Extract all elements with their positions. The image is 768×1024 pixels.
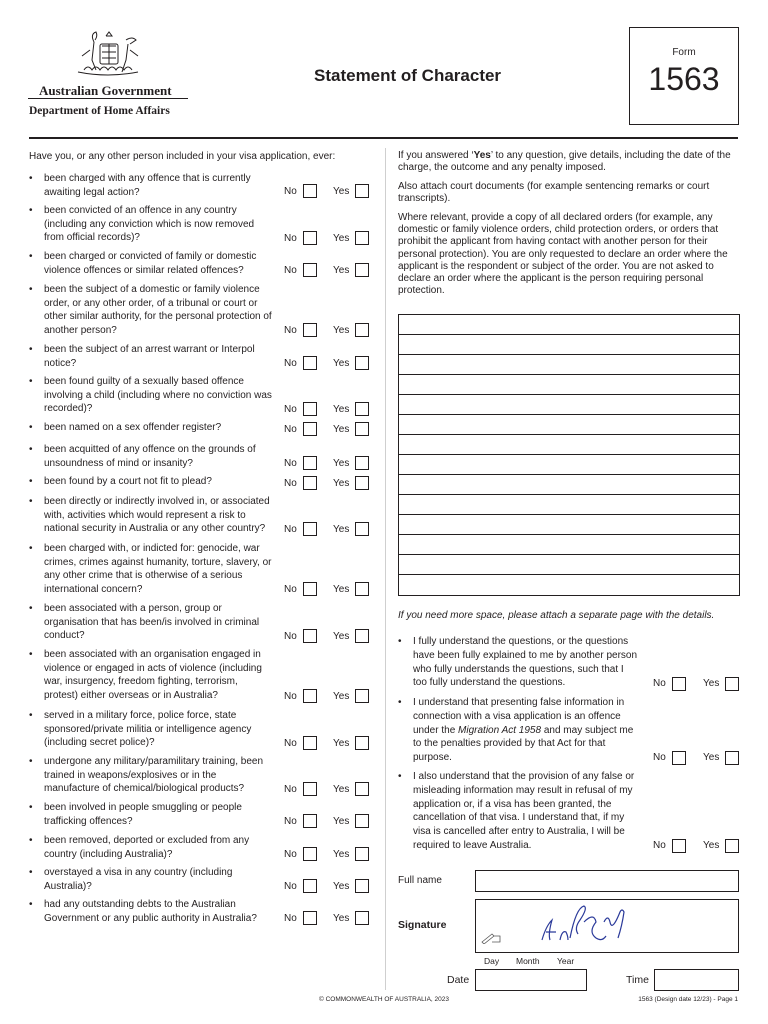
yes-label: Yes: [333, 524, 350, 535]
answer-line[interactable]: [399, 395, 739, 415]
month-label: Month: [516, 956, 540, 966]
yes-emphasis: Yes: [473, 150, 491, 161]
signature-field[interactable]: [475, 899, 739, 953]
yes-label: Yes: [333, 784, 350, 795]
bullet: •: [398, 636, 402, 647]
yes-checkbox[interactable]: [355, 356, 369, 370]
page-title: Statement of Character: [314, 66, 502, 85]
bullet: •: [29, 802, 33, 813]
yes-label: Yes: [333, 691, 350, 702]
yes-label: Yes: [703, 840, 720, 851]
no-label: No: [284, 424, 297, 435]
question-text: been directly or indirectly involved in, or associated with, activities which would represent a risk to national security in Australia or any other country?: [44, 496, 270, 534]
time-label: Time: [626, 974, 649, 986]
no-label: No: [284, 738, 297, 749]
no-checkbox[interactable]: [303, 782, 317, 796]
question-text: been charged with any offence that is currently awaiting legal action?: [44, 173, 251, 198]
no-checkbox[interactable]: [303, 847, 317, 861]
full-name-field[interactable]: [475, 870, 739, 892]
bullet: •: [29, 603, 33, 614]
question-text: been charged with, or indicted for: genocide, war crimes, crimes against humanity, torture, slavery, or any other crime that is otherwise of a serious international concern?: [44, 543, 272, 595]
question-text: been removed, deported or excluded from any country (including Australia)?: [44, 835, 250, 860]
question-text: been associated with a person, group or organisation that has been/is involved in criminal conduct?: [44, 603, 260, 641]
yes-label: Yes: [333, 424, 350, 435]
yes-checkbox[interactable]: [355, 629, 369, 643]
act-name: Migration Act 1958: [458, 724, 542, 736]
no-label: No: [284, 478, 297, 489]
no-checkbox[interactable]: [303, 476, 317, 490]
government-name: Australian Government: [39, 83, 172, 98]
answer-line[interactable]: [399, 435, 739, 455]
answer-line[interactable]: [399, 375, 739, 395]
no-checkbox[interactable]: [303, 184, 317, 198]
year-label: Year: [557, 956, 575, 966]
bullet: •: [29, 899, 33, 910]
form-number-box: [629, 27, 739, 125]
no-checkbox[interactable]: [672, 839, 686, 853]
no-checkbox[interactable]: [672, 751, 686, 765]
no-label: No: [284, 265, 297, 276]
no-checkbox[interactable]: [303, 736, 317, 750]
no-checkbox[interactable]: [303, 231, 317, 245]
yes-checkbox[interactable]: [355, 231, 369, 245]
question-text: served in a military force, police force, state sponsored/private militia or intelligence agency (including secret police)?: [44, 710, 252, 748]
answer-line[interactable]: [399, 535, 739, 555]
yes-label: Yes: [333, 358, 350, 369]
no-label: No: [284, 913, 297, 924]
more-space-note: If you need more space, please attach a separate page with the details.: [398, 610, 715, 621]
no-checkbox[interactable]: [303, 323, 317, 337]
bullet: •: [29, 205, 33, 216]
yes-checkbox[interactable]: [355, 782, 369, 796]
no-label: No: [284, 186, 297, 197]
yes-label: Yes: [703, 752, 720, 763]
question-text: undergone any military/paramilitary training, been trained in weapons/explosives or in the manufacture of chemical/biological products?: [44, 756, 264, 794]
yes-checkbox[interactable]: [725, 751, 739, 765]
questions-intro: Have you, or any other person included in your visa application, ever:: [29, 151, 336, 162]
no-label: No: [284, 584, 297, 595]
yes-checkbox[interactable]: [355, 736, 369, 750]
no-label: No: [284, 233, 297, 244]
no-label: No: [284, 881, 297, 892]
yes-label: Yes: [333, 816, 350, 827]
bullet: •: [29, 476, 33, 487]
answer-line[interactable]: [399, 515, 739, 535]
declaration-text: I fully understand the questions, or the questions have been fully explained to me by another person who fully understands the questions, such that I too fully understand the questions.: [413, 636, 638, 689]
date-field[interactable]: [475, 969, 587, 991]
no-label: No: [284, 849, 297, 860]
no-checkbox[interactable]: [303, 422, 317, 436]
bullet: •: [29, 251, 33, 262]
question-text: been convicted of an offence in any country (including any conviction which is now removed from official records)?: [44, 205, 255, 243]
yes-checkbox[interactable]: [355, 814, 369, 828]
signature-label: Signature: [398, 919, 447, 931]
yes-label: Yes: [703, 678, 720, 689]
yes-label: Yes: [333, 186, 350, 197]
department-name: Department of Home Affairs: [29, 105, 170, 117]
no-checkbox[interactable]: [303, 879, 317, 893]
yes-checkbox[interactable]: [355, 402, 369, 416]
yes-checkbox[interactable]: [355, 879, 369, 893]
handwritten-signature: [476, 900, 738, 952]
form-number: 1563: [648, 61, 720, 97]
date-label: Date: [447, 974, 470, 986]
yes-label: Yes: [333, 233, 350, 244]
yes-checkbox[interactable]: [355, 522, 369, 536]
no-label: No: [653, 752, 666, 763]
form-label: Form: [672, 47, 696, 58]
details-text: If you answered ‘: [398, 150, 474, 161]
bullet: •: [29, 710, 33, 721]
question-text: had any outstanding debts to the Australian Government or any public authority in Australia?: [44, 899, 257, 924]
yes-label: Yes: [333, 404, 350, 415]
yes-label: Yes: [333, 478, 350, 489]
bullet: •: [29, 173, 33, 184]
bullet: •: [29, 543, 33, 554]
bullet: •: [29, 344, 33, 355]
yes-label: Yes: [333, 849, 350, 860]
no-label: No: [284, 325, 297, 336]
yes-label: Yes: [333, 265, 350, 276]
yes-label: Yes: [333, 325, 350, 336]
no-checkbox[interactable]: [672, 677, 686, 691]
answer-line[interactable]: [399, 475, 739, 495]
question-text: been found by a court not fit to plead?: [44, 476, 212, 487]
no-checkbox[interactable]: [303, 522, 317, 536]
bullet: •: [29, 284, 33, 295]
yes-checkbox[interactable]: [355, 184, 369, 198]
bullet: •: [29, 376, 33, 387]
question-text: overstayed a visa in any country (including Australia)?: [44, 867, 233, 892]
declaration-text: I also understand that the provision of any false or misleading information may result in refusal of my application or, if a visa has been granted, the cancellation of that visa. I understand that, if my visa is cancelled after entry to Australia, I will be required to leave Australia.: [413, 771, 635, 851]
bullet: •: [398, 771, 402, 782]
no-checkbox[interactable]: [303, 402, 317, 416]
details-instruction: [398, 150, 733, 174]
answer-line[interactable]: [399, 415, 739, 435]
answer-line[interactable]: [399, 335, 739, 355]
coat-of-arms-icon: [68, 30, 148, 80]
no-checkbox[interactable]: [303, 356, 317, 370]
no-label: No: [284, 631, 297, 642]
yes-label: Yes: [333, 631, 350, 642]
bullet: •: [29, 649, 33, 660]
yes-checkbox[interactable]: [355, 911, 369, 925]
full-name-label: Full name: [398, 875, 442, 886]
yes-checkbox[interactable]: [355, 476, 369, 490]
question-text: been charged or convicted of family or domestic violence offences or similar related offences?: [44, 251, 257, 276]
yes-checkbox[interactable]: [355, 263, 369, 277]
yes-checkbox[interactable]: [355, 323, 369, 337]
question-text: been the subject of an arrest warrant or Interpol notice?: [44, 344, 255, 369]
answer-line[interactable]: [399, 315, 739, 335]
question-text: been involved in people smuggling or people trafficking offences?: [44, 802, 242, 827]
declaration-text: [413, 696, 638, 765]
yes-checkbox[interactable]: [725, 839, 739, 853]
court-documents-instruction: Also attach court documents (for example sentencing remarks or court transcripts).: [398, 181, 710, 205]
bullet: •: [29, 835, 33, 846]
no-label: No: [284, 458, 297, 469]
yes-label: Yes: [333, 881, 350, 892]
no-label: No: [653, 840, 666, 851]
yes-checkbox[interactable]: [355, 456, 369, 470]
yes-label: Yes: [333, 458, 350, 469]
question-text: been found guilty of a sexually based offence involving a child (including where no conviction was recorded)?: [44, 376, 272, 414]
no-label: No: [653, 678, 666, 689]
question-text: been acquitted of any offence on the grounds of unsoundness of mind or insanity?: [44, 444, 256, 469]
bullet: •: [29, 422, 33, 433]
declaration-text-part: and may subject me to the penalties provided by that Act for that purpose.: [413, 724, 634, 764]
no-label: No: [284, 358, 297, 369]
answer-line[interactable]: [399, 575, 739, 595]
no-label: No: [284, 404, 297, 415]
time-field[interactable]: [654, 969, 739, 991]
question-text: been the subject of a domestic or family violence order, or any other order, of a tribunal or court or other similar authority, for the personal protection of another person?: [44, 284, 272, 336]
details-text: ’ to any question, give details, including the date of the charge, the outcome and any penalty imposed.: [398, 150, 731, 174]
question-text: been named on a sex offender register?: [44, 422, 222, 433]
yes-label: Yes: [333, 738, 350, 749]
yes-checkbox[interactable]: [355, 847, 369, 861]
details-answer-area[interactable]: [398, 314, 740, 596]
column-separator: [385, 148, 386, 990]
answer-line[interactable]: [399, 495, 739, 515]
yes-checkbox[interactable]: [725, 677, 739, 691]
answer-line[interactable]: [399, 455, 739, 475]
yes-checkbox[interactable]: [355, 582, 369, 596]
bullet: •: [29, 756, 33, 767]
yes-label: Yes: [333, 913, 350, 924]
question-text: been associated with an organisation engaged in violence or engaged in acts of violence (including war, insurgency, freedom fighting, terrorism, protest) either overseas or in Australia?: [44, 649, 262, 701]
bullet: •: [398, 697, 402, 708]
header-rule: [29, 137, 738, 139]
day-label: Day: [484, 956, 500, 966]
bullet: •: [29, 444, 33, 455]
no-label: No: [284, 816, 297, 827]
no-label: No: [284, 524, 297, 535]
answer-line[interactable]: [399, 555, 739, 575]
declaration-text-part: I understand that presenting false information in connection with a visa application is an offence under the: [413, 697, 625, 736]
no-checkbox[interactable]: [303, 814, 317, 828]
no-checkbox[interactable]: [303, 582, 317, 596]
no-checkbox[interactable]: [303, 263, 317, 277]
answer-line[interactable]: [399, 355, 739, 375]
yes-checkbox[interactable]: [355, 422, 369, 436]
header-divider: [28, 98, 188, 99]
no-checkbox[interactable]: [303, 689, 317, 703]
no-checkbox[interactable]: [303, 456, 317, 470]
yes-label: Yes: [333, 584, 350, 595]
no-checkbox[interactable]: [303, 911, 317, 925]
no-label: No: [284, 691, 297, 702]
no-label: No: [284, 784, 297, 795]
pen-icon: [480, 930, 502, 944]
yes-checkbox[interactable]: [355, 689, 369, 703]
orders-instruction: Where relevant, provide a copy of all declared orders (for example, any domestic or family violence orders, child protection orders, or orders that prohibit the applicant from having contact with another person for their personal protection). You are only requested to declare an order where the applicant is the respondent or subject of the order. You are not asked to declare an order where the applicant is the person requiring personal protection.: [398, 212, 728, 297]
copyright-notice: © COMMONWEALTH OF AUSTRALIA, 2023: [319, 996, 449, 1003]
no-checkbox[interactable]: [303, 629, 317, 643]
page-footer: 1563 (Design date 12/23) - Page 1: [638, 996, 738, 1003]
bullet: •: [29, 496, 33, 507]
bullet: •: [29, 867, 33, 878]
